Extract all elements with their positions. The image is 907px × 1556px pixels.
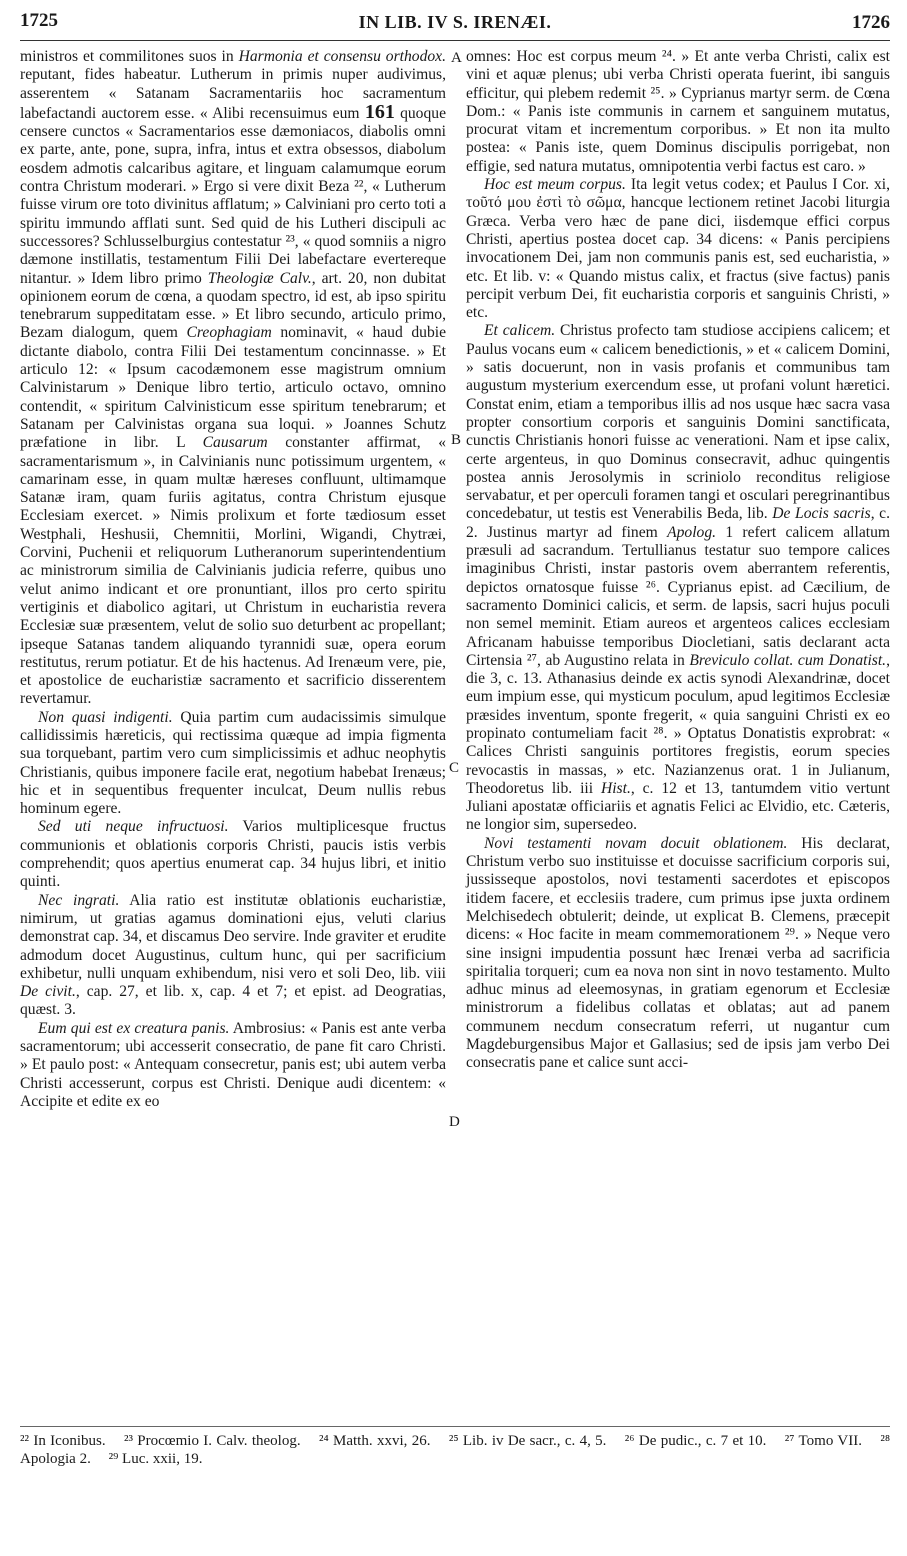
running-title: IN LIB. IV S. IRENÆI. [358, 12, 552, 32]
footnote: ²³ Procœmio I. Calv. theolog. [123, 1433, 301, 1449]
footnote-rule [20, 1426, 890, 1427]
footnote: ²⁶ De pudic., c. 7 et 10. [624, 1433, 767, 1449]
paragraph: Eum qui est ex creatura panis. Ambrosius: « Panis est ante verba sacramentorum; ubi accesserit consecratio, de pane fit caro Christi. » Et paulo post: « Antequam consecretur, panis est; ubi autem verba Christi accesserunt, corpus est Christi. Denique audi dicentem: « Accipite et edite ex eo [20, 1019, 446, 1110]
margin-mark-d: D [449, 1114, 460, 1130]
paragraph: Et calicem. Christus profecto tam studiose accipiens calicem; et Paulus vocans eum « calicem benedictionis, » et « calicem Domini, » satis docuerunt, non in vasis profanis et communibus tam augustum mysterium exercendum esse, ut profani volunt hæretici. Constat enim, etiam a temporibus illis ad nos usque hæc sacra vasa propter consortium corporis et sanguinis Domini sanctificata, cunctis Christianis honori fuisse ac venerationi. Nam et ipse calix, certe argenteus, in quo Dominus consecravit, adhuc quingentis postea annis Jerosolymis in scriniolo reconditus religiose servabatur, et per operculi foramen tangi et osculari peregrinantibus concedebatur, ut testis est Venerabilis Beda, lib. De Locis sacris, c. 2. Justinus martyr ad finem Apolog. 1 refert calicem allatum præsuli ad sacrandum. Tertullianus testatur suo tempore calices imaginibus Christi, instar pastoris ovem aberrantem referentis, depictos ornatosque fuisse ²⁶. Cyprianus epist. ad Cæcilium, de sacramento Dominici calicis, et serm. de lapsis, sacri hujus poculi non semel meminit. Etiam aureos et argenteos calices ecclesiam Africanam habuisse temporibus Diocletiani, satis declarant acta Cirtensia ²⁷, ab Augustino relata in Breviculo collat. cum Donatist., die 3, c. 13. Athanasius deinde ex actis synodi Alexandrinæ, docet eum impium esse, qui mysticum poculum, apud legitimos Ecclesiæ præsides inventum, sponte fregerit, « quia sanguini Christi ex eo propinato contumeliam facit ²⁸. » Optatus Donatistis exprobrat: « Calices Christi sanguinis portitores fregistis, eorum species revocastis in massas, » etc. Nazianzenus orat. 1 in Julianum, Theodoretus lib. iii Hist., c. 12 et 13, tantumdem vitio vertunt Juliani apostatæ officiariis et agnatis Felici ac Elvidio, etc. Cæteris, ne longior sim, supersedeo. [466, 322, 891, 834]
header-rule [20, 40, 890, 41]
paragraph: Novi testamenti novam docuit oblationem. His declarat, Christum verbo suo instituisse et docuisse sacrificium corporis sui, jussisseque apostolos, novi testamenti sacerdotes et episcopos itidem facere, et ecclesiis tradere, cum primus ipse juxta ordinem Melchisedech obtulerit; deinde, ut explicat B. Clemens, præcepit dicens: « Hoc facite in meam commemorationem ²⁹. » Neque vero sine insigni impudentia possunt hæc Irenæi verba ad sacrificia spiritalia torqueri; cum ea nova non sint in novo testamento. Multo adhuc minus ad eleemosynas, in gratiam egenorum et Ecclesiæ ministrorum a fidelibus collatas et oblatas; aut ad panem communem necdum consecratum referri, ut nugantur cum Magdeburgensibus Major et Gallasius; sed de ipsis jam verbo Dei consecratis pane et calice sunt acci- [466, 834, 890, 1072]
footnotes [20, 1432, 890, 1468]
footnote: ²⁷ Tomo VII. [784, 1433, 862, 1449]
footnote: ²⁵ Lib. iv De sacr., c. 4, 5. [448, 1433, 607, 1449]
margin-mark-c: C [449, 760, 460, 776]
paragraph: ministros et commilitones suos in Harmonia et consensu orthodox. reputant, fides habeatur. Lutherum in primis nuper audivimus, asserentem « Satanam Sacramentariis hoc sacramentum labefactandi auctorem esse. « Alibi recensuimus eum 161 quoque censere cunctos « Sacramentarios esse dæmoniacos, diabolis omni ex parte, ante, pone, supra, infra, intus et extra obsessos, diabolum eosdem admotis calcaribus agitare, et linguam calamumque eorum contra Christum moderari. » Ergo si vere dixit Beza ²², « Lutherum fuisse virum ore toto divinitus afflatum; » Calviniani pro certo toti a spiritu immundo afflati sunt. Sed quid de his Lutheri discipuli ac successores? Schlusselburgius contestatur ²³, « quod somniis a nigro dæmone instillatis, testamentum Filii Dei labefactare evertereque nitantur. » Idem libro primo Theologiæ Calv., art. 20, non dubitat opinionem eorum de cœna, a quodam spectro, id est, ab ipso spiritu tenebrarum suppeditatam esse. » Et libro secundo, articulo primo, Bezam dialogum, quem Creophagiam nominavit, « haud dubie dictante diabolo, contra Filii Dei testamentum concinnasse. » Et articulo 12: « Ipsum cacodæmonem esse magistrum omnium Calvinistarum » Denique libro tertio, articulo octavo, omnino contendit, « spiritum Calvinisticum esse spiritum tenebrarum; et Satanam per Calvinistas organa sua loqui. » Joannes Schutz præfatione in libr. L Causarum constanter affirmat, « sacramentarismum », in Calvinianis nunc potissimum urgentem, « camarinam esse, in quam multæ hæreses confluunt, ultimamque Satanæ iram, quam furiis agitatus, contra Christum ejusque Ecclesiam exercet. » Nimis prolixum et forte tædiosum esset Westphali, Heshusii, Chemnitii, Morlini, Wigandi, Chytræi, Corvini, Puchenii et reliquorum Lutheranorum superintendentium ac ministrorum similia de Calvinianis judicia referre, quibus uno velut animo indicant et ore pronuntiant, illos pro certo spiritu vertiginis et diabolico agitari, ut Christum in eucharistia revera Ecclesiæ suæ præsentem, velut de solio suo deturbent ac propellant; ipseque Satanas tandem aliquando tyrannidi suæ, opera eorum restitutus, rerum potiatur. Et de his hactenus. Ad Irenæum vere, pie, et apostolice de eucharistiæ sacramento et sacrificio disserentem revertamur. [20, 48, 447, 708]
margin-page-number: 161 [364, 100, 395, 123]
paragraph: Nec ingrati. Alia ratio est institutæ oblationis eucharistiæ, nimirum, ut gratias agamus dominationi ejus, veluti clarius demonstrat cap. 34, et discamus Deo servire. Inde graviter et erudite admodum docet Augustinus, cultum hunc, qui per sacrificium exhibetur, nulli unquam exhibendum, nisi vero et soli Deo, lib. viii De civit., cap. 27, et lib. x, cap. 4 et 7; et epist. ad Deogratias, quæst. 3. [20, 891, 446, 1019]
page-header [20, 10, 890, 40]
paragraph: Sed uti neque infructuosi. Varios multiplicesque fructus communionis et oblationis corporis Christi, paucis istis verbis comprehendit; quos apertius enumerat cap. 34 hujus libri, et initio quinti. [20, 818, 446, 891]
paragraph: Non quasi indigenti. Quia partim cum audacissimis simulque callidissimis hæreticis, qui rectissima quæque ad impia figmenta sua torquebant, partim vero cum simplicissimis et adhuc neophytis Christianis, quibus imponere facile erat, negotium habebat Irenæus; hic et in sequentibus frequenter inculcat, Deum nullis rebus hominum egere. [20, 708, 446, 818]
footnote: ²⁴ Matth. xxvi, 26. [318, 1433, 431, 1449]
paragraph: Hoc est meum corpus. Ita legit vetus codex; et Paulus I Cor. xi, τοῦτό μου ἐστὶ τὸ σῶμα, hancque lectionem retinet Jacobi liturgia Græca. Verba vero hæc de pane dici, iisdemque effici corpus Christi, apertius postea docet cap. 34 dicens: « Panis percipiens invocationem Dei, jam non communis panis est, sed eucharistia, » etc. Et lib. v: « Quando mistus calix, et fractus (sive factus) panis percipit verbum Dei, fit eucharistia corporis et sanguinis Christi, » etc. [466, 176, 890, 322]
paragraph: omnes: Hoc est corpus meum ²⁴. » Et ante verba Christi, calix est vini et aquæ plenus; ubi verba Christi operata fuerint, ibi sanguis efficitur, qui plebem redemit ²⁵. » Cyprianus martyr serm. de Cœna Dom.: « Panis iste communis in carnem et sanguinem mutatus, procurat vitam et incrementum corporibus. » Et non ita multo postea: « Panis iste, quem Dominus discipulis porrigebat, non effigie, sed natura mutatus, omnipotentia verbi factus est caro. » [466, 48, 890, 175]
margin-mark-b: B [451, 432, 462, 448]
left-column [20, 48, 446, 1111]
footnote: ²⁹ Luc. xxii, 19. [108, 1451, 203, 1467]
right-column [466, 48, 890, 1073]
page-number-right: 1726 [852, 12, 890, 33]
footnote: ²⁸ Apologia 2. [20, 1433, 891, 1467]
page-number-left: 1725 [20, 10, 58, 31]
margin-mark-a: A [451, 50, 462, 66]
footnote: ²² In Iconibus. [20, 1433, 106, 1449]
